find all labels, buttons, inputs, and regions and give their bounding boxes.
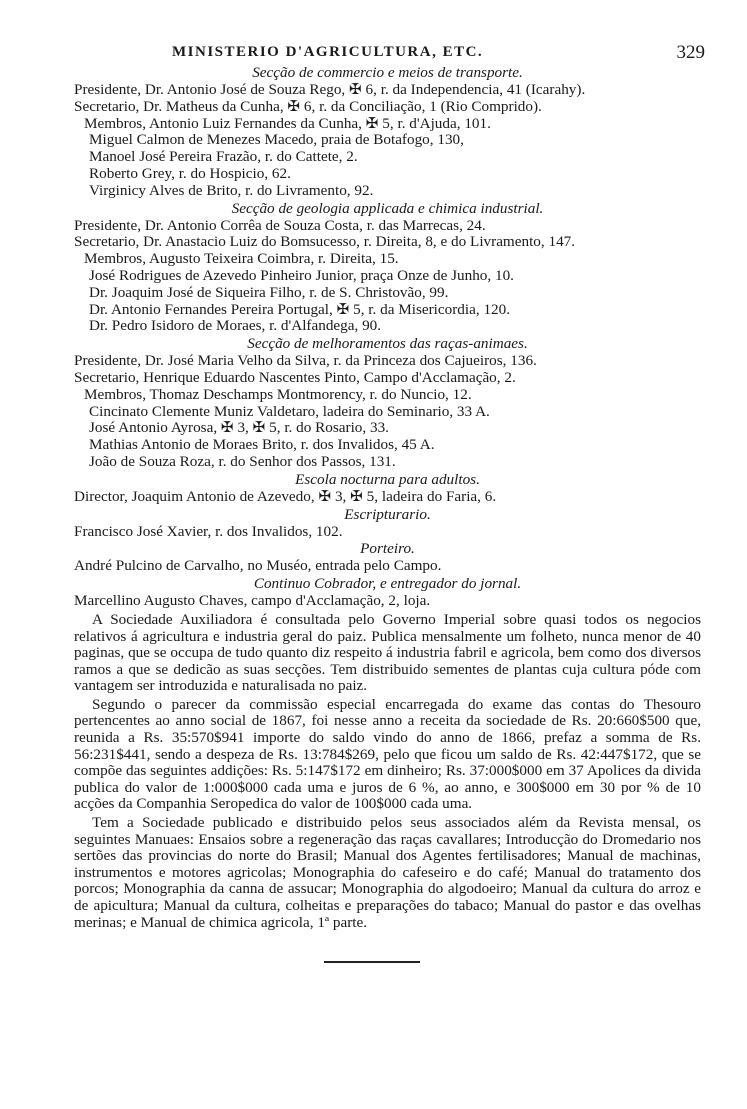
directory-entry: Presidente, Dr. Antonio Corrêa de Souza Costa, r. das Marrecas, 24.	[74, 216, 486, 234]
directory-entry: Cincinato Clemente Muniz Valdetaro, ladeira do Seminario, 33 A.	[89, 402, 490, 420]
section-heading: Secção de commercio e meios de transporte.	[252, 64, 523, 81]
directory-entry: Membros, Antonio Luiz Fernandes da Cunha, ✠ 5, r. d'Ajuda, 101.	[84, 114, 491, 132]
directory-entry: João de Souza Roza, r. do Senhor dos Passos, 131.	[89, 452, 396, 470]
directory-entry: Director, Joaquim Antonio de Azevedo, ✠ 3, ✠ 5, ladeira do Faria, 6.	[74, 487, 497, 505]
directory-entry: Dr. Antonio Fernandes Pereira Portugal, ✠ 5, r. da Misericordia, 120.	[89, 300, 511, 318]
page-number: 329	[676, 42, 705, 63]
section-heading: Continuo Cobrador, e entregador do jornal.	[253, 575, 522, 593]
directory-entry: Dr. Joaquim José de Siqueira Filho, r. de S. Christovão, 99.	[89, 283, 449, 301]
section-heading: Secção de geologia applicada e chimica industrial.	[231, 199, 544, 217]
section-heading: Escripturario.	[344, 505, 431, 523]
running-title: MINISTERIO D'AGRICULTURA, ETC.	[172, 44, 484, 60]
directory-entry: Membros, Augusto Teixeira Coimbra, r. Direita, 15.	[84, 250, 399, 268]
directory-entry: Dr. Pedro Isidoro de Moraes, r. d'Alfandega, 90.	[89, 317, 382, 335]
directory-sections	[74, 64, 701, 610]
directory-entry: José Antonio Ayrosa, ✠ 3, ✠ 5, r. do Rosario, 33.	[89, 419, 389, 437]
directory-entry: Secretario, Dr. Anastacio Luiz do Bomsucesso, r. Direita, 8, e do Livramento, 147.	[74, 233, 576, 251]
body-paragraph: A Sociedade Auxiliadora é consultada pelo Governo Imperial sobre quasi todos os negocios relativos á agricultura e industria geral do paiz. Publica mensalmente um folheto, nunca menor de 40 paginas, que se occupa de tudo quanto diz respeito á industria fabril e agricola, bem como dos diversos ramos a que se dedicão as suas secções. Tem distribuido sementes de plantas cuja cultura póde com vantagem ser introduzida e naturalisada no paiz.	[74, 610, 701, 695]
directory-entry: Mathias Antonio de Moraes Brito, r. dos Invalidos, 45 A.	[89, 436, 435, 454]
section-heading: Porteiro.	[360, 540, 415, 558]
directory-entry: Virginicy Alves de Brito, r. do Livramento, 92.	[89, 181, 374, 199]
directory-entry: Secretario, Dr. Matheus da Cunha, ✠ 6, r. da Conciliação, 1 (Rio Comprido).	[74, 97, 542, 115]
body-paragraphs	[74, 612, 701, 931]
directory-entry: Francisco José Xavier, r. dos Invalidos, 102.	[74, 522, 343, 540]
section-heading: Secção de melhoramentos das raças-animaes.	[247, 335, 528, 353]
body-paragraph: Tem a Sociedade publicado e distribuido pelos seus associados além da Revista mensal, os seguintes Manuaes: Ensaios sobre a regeneração das raças cavallares; Introducção do Dromedario nos sertões das provincias do norte do Brasil; Manual dos Agentes fertilisadores; Manual de machinas, instrumentos e motores agricolas; Monographia do cafeseiro e do café; Manual do tratamento dos porcos; Monographia da canna de assucar; Monographia do algodoeiro; Manual da cultura do arroz e de apicultura; Manual da cultura, colheitas e preparações do tabaco; Manual do pastor e das ovelhas merinas; e Manual de chimica agricola, 1ª parte.	[74, 814, 701, 931]
directory-entry: André Pulcino de Carvalho, no Muséo, entrada pelo Campo.	[74, 557, 442, 575]
directory-entry: Presidente, Dr. Antonio José de Souza Rego, ✠ 6, r. da Independencia, 41 (Icarahy).	[74, 81, 586, 98]
directory-entry: Membros, Thomaz Deschamps Montmorency, r. do Nuncio, 12.	[84, 385, 472, 403]
directory-entry: Secretario, Henrique Eduardo Nascentes Pinto, Campo d'Acclamação, 2.	[74, 368, 516, 386]
directory-entry: José Rodrigues de Azevedo Pinheiro Junior, praça Onze de Junho, 10.	[89, 266, 514, 284]
end-rule	[324, 961, 420, 963]
page-header	[74, 38, 705, 64]
directory-entry: Manoel José Pereira Frazão, r. do Cattete, 2.	[89, 148, 358, 166]
section-heading: Escola nocturna para adultos.	[295, 470, 480, 488]
directory-entry: Presidente, Dr. José Maria Velho da Silva, r. da Princeza dos Cajueiros, 136.	[74, 352, 537, 370]
directory-entry: Miguel Calmon de Menezes Macedo, praia de Botafogo, 130,	[89, 131, 464, 149]
directory-entry: Roberto Grey, r. do Hospicio, 62.	[89, 164, 291, 182]
body-paragraph: Segundo o parecer da commissão especial encarregada do exame das contas do Thesouro pertencentes ao anno social de 1867, foi nesse anno a receita da sociedade de Rs. 20:660$500 que, reunida a Rs. 35:570$941 importe do saldo vindo do anno de 1866, prefaz a somma de Rs. 56:231$441, sendo a despeza de Rs. 13:784$269, pelo que ficou um saldo de Rs. 42:447$172, que se compõe das seguintes addições: Rs. 5:147$172 em dinheiro; Rs. 37:000$000 em 37 Apolices da divida publica do valor de 1:000$000 cada uma e juros de 6 %, ao anno, e 300$000 em 30 por % de 10 acções da Companhia Seropedica do valor de 100$000 cada uma.	[74, 695, 701, 813]
directory-entry: Marcellino Augusto Chaves, campo d'Acclamação, 2, loja.	[74, 592, 431, 610]
